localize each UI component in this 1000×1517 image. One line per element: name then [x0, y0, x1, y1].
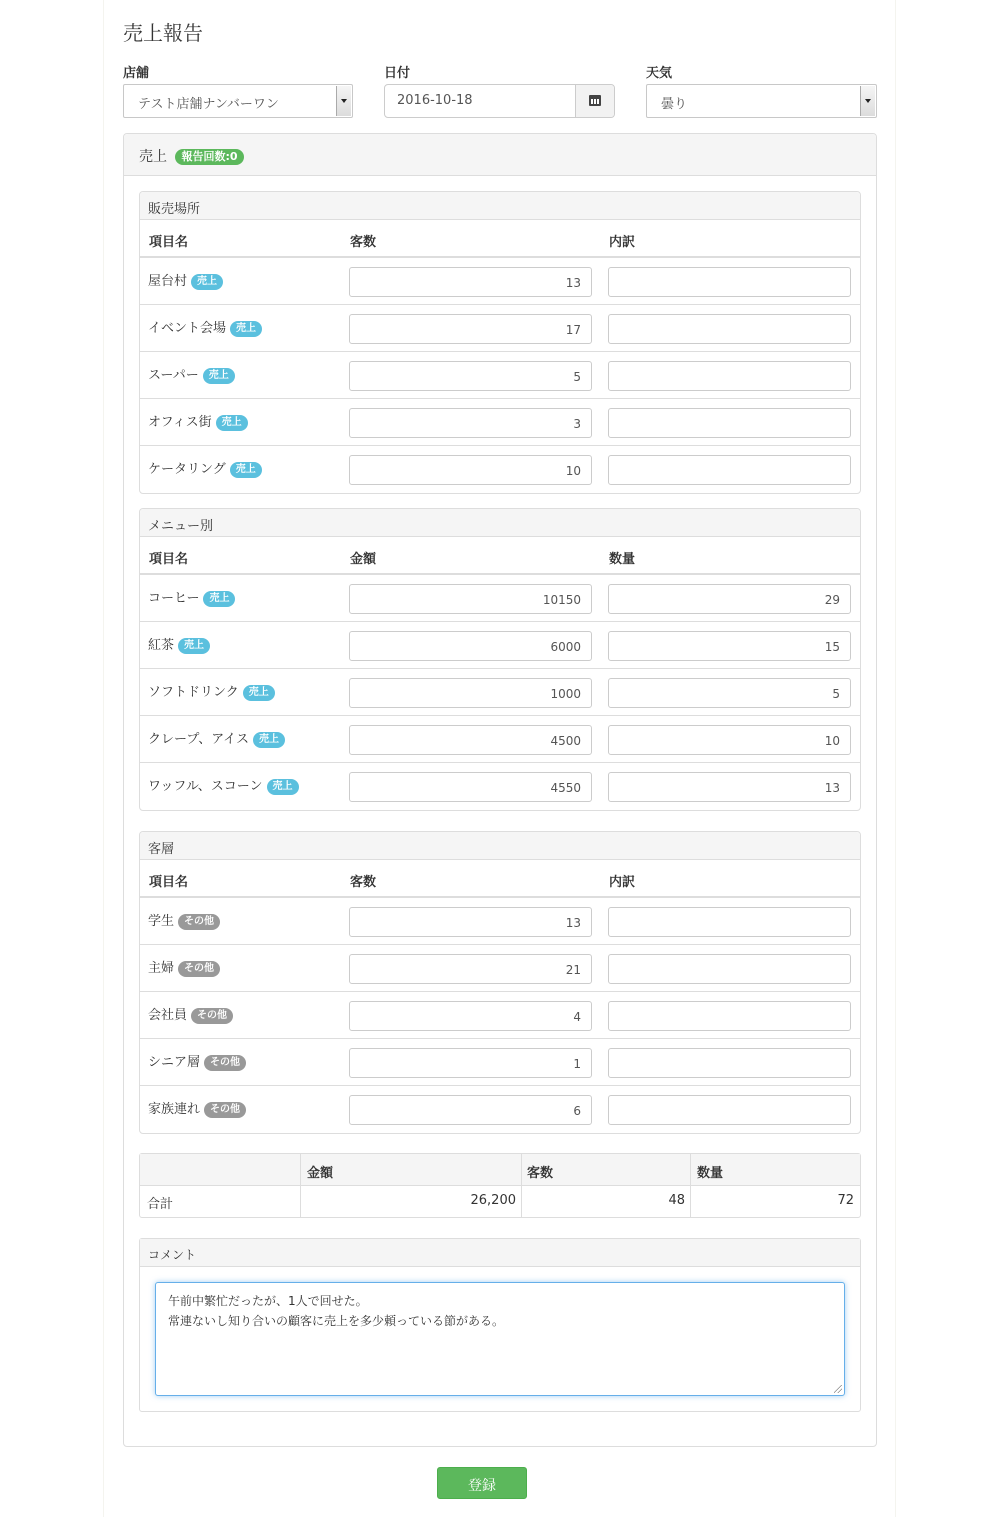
table-row	[140, 575, 860, 622]
table-row	[140, 1039, 860, 1086]
sales-badge: 売上	[243, 685, 275, 701]
quantity-input[interactable]: 13	[608, 772, 851, 802]
table-row	[140, 763, 860, 810]
totals-quantity-header: 数量	[697, 1166, 724, 1181]
row-label: ケータリング 売上	[148, 458, 262, 478]
sales-panel-heading	[124, 134, 876, 176]
venue-column-headers	[140, 220, 860, 258]
date-value: 2016-10-18	[397, 93, 473, 108]
chevron-down-icon[interactable]	[336, 86, 351, 116]
customer-section	[139, 831, 861, 1134]
page-container	[103, 0, 896, 1517]
customer-count-input[interactable]: 6	[349, 1095, 592, 1125]
totals-row-label: 合計	[147, 1197, 174, 1212]
customer-count-input[interactable]: 1	[349, 1048, 592, 1078]
quantity-input[interactable]: 29	[608, 584, 851, 614]
comment-line: 午前中繁忙だったが、1人で回せた。	[168, 1294, 368, 1308]
totals-customers-header: 客数	[527, 1166, 554, 1181]
column-header: 内訳	[609, 875, 636, 890]
table-row	[140, 399, 860, 446]
sales-panel	[123, 133, 877, 1447]
amount-input[interactable]: 4500	[349, 725, 592, 755]
quantity-input[interactable]: 15	[608, 631, 851, 661]
totals-amount: 26,200	[470, 1193, 516, 1208]
totals-amount-header: 金額	[307, 1166, 334, 1181]
column-header: 金額	[350, 552, 377, 567]
customer-section-title: 客層	[140, 832, 860, 860]
other-badge: その他	[191, 1008, 233, 1024]
table-row	[140, 622, 860, 669]
other-badge: その他	[178, 961, 220, 977]
row-label: コーヒー 売上	[148, 587, 235, 607]
sales-badge: 売上	[230, 321, 262, 337]
sales-badge: 売上	[203, 368, 235, 384]
menu-section-title: メニュー別	[140, 509, 860, 537]
quantity-input[interactable]: 10	[608, 725, 851, 755]
column-header: 内訳	[609, 235, 636, 250]
customer-count-input[interactable]: 3	[349, 408, 592, 438]
table-row	[140, 992, 860, 1039]
column-header: 項目名	[149, 552, 189, 567]
weather-select[interactable]	[646, 84, 877, 118]
resize-handle-icon[interactable]	[834, 1385, 842, 1393]
row-label: ソフトドリンク 売上	[148, 681, 275, 701]
menu-section	[139, 508, 861, 811]
other-badge: その他	[204, 1102, 246, 1118]
row-label: 家族連れ その他	[148, 1098, 246, 1118]
sales-badge: 売上	[216, 415, 248, 431]
venue-section	[139, 191, 861, 494]
submit-button[interactable]: 登録	[437, 1467, 527, 1499]
row-label: シニア層 その他	[148, 1051, 246, 1071]
venue-section-title: 販売場所	[140, 192, 860, 220]
customer-count-input[interactable]: 5	[349, 361, 592, 391]
breakdown-input[interactable]	[608, 954, 851, 984]
calendar-icon	[589, 95, 601, 106]
sales-panel-title: 売上	[139, 149, 167, 165]
breakdown-input[interactable]	[608, 361, 851, 391]
totals-row	[140, 1186, 860, 1217]
customer-count-input[interactable]: 4	[349, 1001, 592, 1031]
customer-count-input[interactable]: 13	[349, 907, 592, 937]
sales-badge: 売上	[203, 591, 235, 607]
amount-input[interactable]: 1000	[349, 678, 592, 708]
row-label: オフィス街 売上	[148, 411, 248, 431]
totals-customers: 48	[668, 1193, 685, 1208]
breakdown-input[interactable]	[608, 408, 851, 438]
table-row	[140, 716, 860, 763]
breakdown-input[interactable]	[608, 1048, 851, 1078]
customer-count-input[interactable]: 10	[349, 455, 592, 485]
sales-badge: 売上	[191, 274, 223, 290]
page-title: 売上報告	[123, 21, 203, 45]
column-header: 客数	[350, 235, 377, 250]
totals-quantity: 72	[837, 1193, 854, 1208]
weather-label: 天気	[646, 66, 673, 81]
date-input[interactable]	[384, 84, 615, 118]
store-select[interactable]	[123, 84, 353, 118]
row-label: クレープ、アイス 売上	[148, 728, 285, 748]
other-badge: その他	[178, 914, 220, 930]
amount-input[interactable]: 6000	[349, 631, 592, 661]
breakdown-input[interactable]	[608, 267, 851, 297]
row-label: 紅茶 売上	[148, 634, 210, 654]
table-row	[140, 898, 860, 945]
menu-column-headers	[140, 537, 860, 575]
column-header: 客数	[350, 875, 377, 890]
row-label: 主婦 その他	[148, 957, 220, 977]
row-label: 会社員 その他	[148, 1004, 233, 1024]
table-row	[140, 669, 860, 716]
breakdown-input[interactable]	[608, 1095, 851, 1125]
comment-section	[139, 1238, 861, 1412]
comment-textarea[interactable]	[155, 1282, 845, 1396]
breakdown-input[interactable]	[608, 455, 851, 485]
totals-table	[139, 1153, 861, 1218]
column-header: 項目名	[149, 875, 189, 890]
table-row	[140, 1086, 860, 1133]
customer-count-input[interactable]: 13	[349, 267, 592, 297]
table-row	[140, 305, 860, 352]
table-row	[140, 352, 860, 399]
date-label: 日付	[384, 66, 411, 81]
sales-badge: 売上	[267, 779, 299, 795]
amount-input[interactable]: 10150	[349, 584, 592, 614]
sales-badge: 売上	[178, 638, 210, 654]
column-header: 項目名	[149, 235, 189, 250]
comment-line: 常連ないし知り合いの顧客に売上を多少頼っている節がある。	[168, 1314, 505, 1328]
chevron-down-icon[interactable]	[860, 86, 875, 116]
totals-header	[140, 1154, 860, 1186]
customer-count-input[interactable]: 17	[349, 314, 592, 344]
column-header: 数量	[609, 552, 636, 567]
other-badge: その他	[204, 1055, 246, 1071]
row-label: スーパー 売上	[148, 364, 235, 384]
sales-badge: 売上	[230, 462, 262, 478]
date-picker-button[interactable]	[575, 85, 614, 117]
table-row	[140, 945, 860, 992]
table-row	[140, 258, 860, 305]
store-label: 店舗	[123, 66, 150, 81]
breakdown-input[interactable]	[608, 314, 851, 344]
weather-select-value: 曇り	[661, 97, 688, 112]
customer-column-headers	[140, 860, 860, 898]
sales-badge: 売上	[253, 732, 285, 748]
comment-title: コメント	[140, 1239, 860, 1267]
row-label: ワッフル、スコーン 売上	[148, 775, 299, 795]
report-count-badge: 報告回数:0	[175, 149, 243, 165]
customer-count-input[interactable]: 21	[349, 954, 592, 984]
row-label: 学生 その他	[148, 910, 220, 930]
amount-input[interactable]: 4550	[349, 772, 592, 802]
store-select-value: テスト店舗ナンバーワン	[138, 97, 279, 112]
table-row	[140, 446, 860, 493]
row-label: 屋台村 売上	[148, 270, 223, 290]
breakdown-input[interactable]	[608, 907, 851, 937]
row-label: イベント会場 売上	[148, 317, 262, 337]
quantity-input[interactable]: 5	[608, 678, 851, 708]
breakdown-input[interactable]	[608, 1001, 851, 1031]
